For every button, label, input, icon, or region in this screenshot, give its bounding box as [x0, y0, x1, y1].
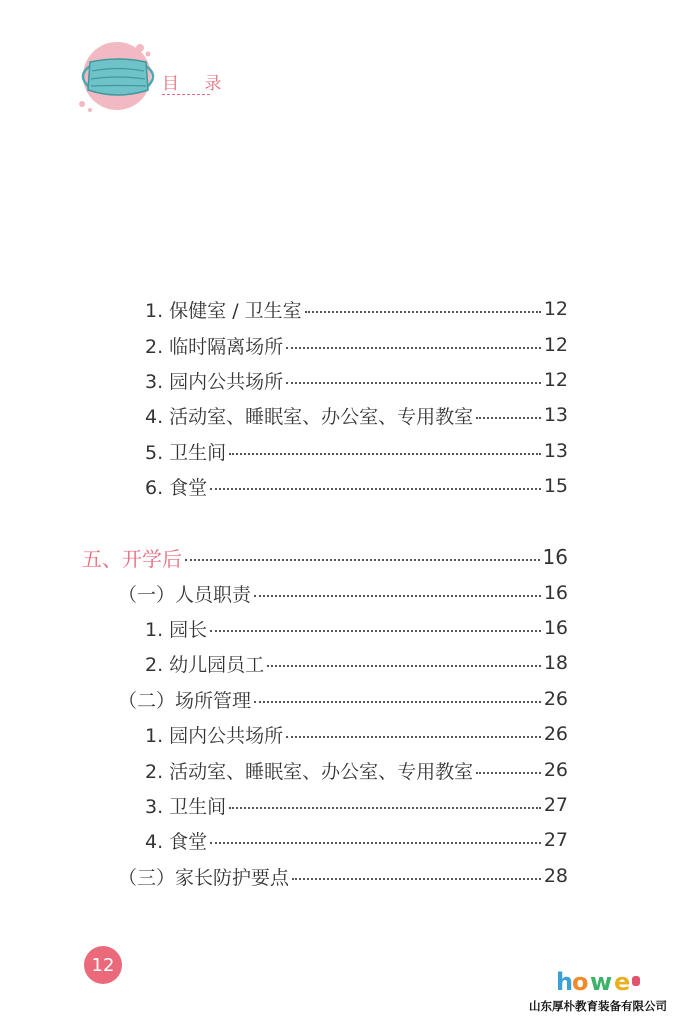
toc-entry-label: 4. 食堂 [145, 830, 208, 853]
toc-entry-page: 13 [543, 440, 568, 462]
watermark-company: 山东厚朴教育装备有限公司 [529, 999, 667, 1013]
toc-entry-label: 2. 幼儿园员工 [145, 653, 265, 676]
toc-section-entry[interactable] [118, 861, 568, 891]
toc-entry-page: 27 [543, 829, 568, 851]
toc-entry-label: 3. 园内公共场所 [145, 370, 284, 393]
page-number-badge: 12 [84, 946, 122, 984]
toc-section-entry[interactable] [118, 684, 568, 714]
toc-entry-page: 15 [543, 475, 568, 497]
page-title: 目 录 [162, 74, 232, 94]
toc-entry-page: 26 [543, 723, 568, 745]
toc-section-label: （三）家长防护要点 [118, 866, 290, 889]
leader-dots [229, 807, 541, 809]
leader-dots [476, 417, 541, 419]
toc-entry[interactable] [145, 365, 568, 395]
toc-entry-page: 12 [543, 369, 568, 391]
mask-icon [70, 38, 162, 118]
toc-entry[interactable] [145, 400, 568, 430]
leader-dots [286, 736, 541, 738]
toc-entry-page: 27 [543, 794, 568, 816]
toc-section-label: （二）场所管理 [118, 689, 252, 712]
toc-entry-page: 13 [543, 404, 568, 426]
svg-text:e: e [614, 968, 631, 996]
title-underline [162, 94, 210, 95]
leader-dots [267, 665, 541, 667]
svg-text:o: o [572, 968, 589, 996]
page-header [70, 38, 290, 118]
toc-entry[interactable] [145, 436, 568, 466]
toc-entry[interactable] [145, 330, 568, 360]
toc-entry-label: 3. 卫生间 [145, 795, 227, 818]
toc-entry-label: 1. 园内公共场所 [145, 724, 284, 747]
toc-entry-label: 2. 活动室、睡眠室、办公室、专用教室 [145, 760, 474, 783]
toc-entry[interactable] [145, 613, 568, 643]
toc-entry[interactable] [145, 294, 568, 324]
toc-entry[interactable] [145, 755, 568, 785]
toc-entry-page: 28 [543, 865, 568, 887]
leader-dots [254, 701, 541, 703]
toc-entry-page: 16 [542, 545, 568, 569]
toc-section-label: （一）人员职责 [118, 583, 252, 606]
leader-dots [210, 488, 541, 490]
toc-entry-label: 5. 卫生间 [145, 441, 227, 464]
toc-entry-page: 16 [543, 582, 568, 604]
leader-dots [229, 453, 541, 455]
toc-entry-label: 4. 活动室、睡眠室、办公室、专用教室 [145, 405, 474, 428]
leader-dots [305, 311, 541, 313]
toc-entry-label: 1. 保健室 / 卫生室 [145, 299, 302, 322]
toc-entry-page: 12 [543, 334, 568, 356]
leader-dots [254, 595, 541, 597]
toc-entry[interactable] [145, 790, 568, 820]
toc-entry-page: 26 [543, 688, 568, 710]
toc-entry[interactable] [145, 471, 568, 501]
toc-chapter-entry[interactable] [82, 542, 568, 572]
toc-entry-page: 26 [543, 759, 568, 781]
leader-dots [210, 842, 541, 844]
leader-dots [292, 878, 541, 880]
leader-dots [210, 630, 541, 632]
toc-entry-label: 2. 临时隔离场所 [145, 335, 284, 358]
toc-entry-page: 16 [543, 617, 568, 639]
toc-entry-label: 6. 食堂 [145, 476, 208, 499]
watermark [520, 968, 676, 1016]
toc-entry-label: 1. 园长 [145, 618, 208, 641]
toc-section-entry[interactable] [118, 578, 568, 608]
toc-entry-page: 12 [543, 298, 568, 320]
howe-logo-icon [556, 968, 642, 996]
toc-entry[interactable] [145, 648, 568, 678]
svg-text:w: w [590, 968, 613, 996]
toc-chapter-label: 五、开学后 [82, 546, 182, 571]
toc-entry-page: 18 [543, 652, 568, 674]
leader-dots [185, 559, 540, 561]
leader-dots [286, 382, 541, 384]
svg-text:h: h [556, 968, 574, 996]
toc-entry[interactable] [145, 719, 568, 749]
toc-entry[interactable] [145, 825, 568, 855]
leader-dots [286, 347, 541, 349]
leader-dots [476, 772, 541, 774]
